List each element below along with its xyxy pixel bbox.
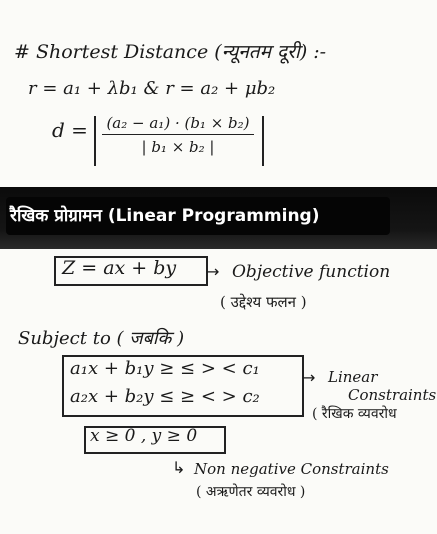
lines-equation: r = a₁ + λb₁ & r = a₂ + μb₂ [28,78,276,99]
subject-to-label: Subject to ( जबकि ) [18,328,185,349]
arrow-corner-icon: ↳ [172,458,186,477]
arrow-right-icon: → [206,262,220,281]
constraint-2: a₂x + b₂y ≤ ≥ < > c₂ [70,386,260,407]
objective-equation: Z = ax + by [62,257,177,279]
linear-hindi-label: ( रैखिक व्यवरोध [312,406,397,422]
fraction-denominator: | b₁ × b₂ | [141,138,215,156]
distance-label: d = [52,118,88,142]
nonneg-label: Non negative Constraints [194,460,389,478]
nonneg-equation: x ≥ 0 , y ≥ 0 [90,426,198,446]
distance-fraction [102,114,254,156]
abs-bar-left [94,116,96,166]
fraction-numerator: (a₂ − a₁) · (b₁ × b₂) [102,114,254,135]
section-title-shortest-distance: # Shortest Distance (न्यूनतम दूरी) :- [14,41,327,63]
constraints-label: Constraints [348,386,437,404]
abs-bar-right [262,116,264,166]
linear-label: Linear [328,368,378,386]
objective-hindi-label: ( उद्देश्य फलन ) [220,293,307,311]
arrow-right-icon: → [302,368,316,387]
banner-heading: रैखिक प्रोग्रामन (Linear Programming) [6,197,390,235]
constraint-1: a₁x + b₁y ≥ ≤ > < c₁ [70,358,260,379]
objective-label: Objective function [232,262,391,282]
nonneg-hindi-label: ( अऋणेतर व्यवरोध ) [196,484,306,500]
